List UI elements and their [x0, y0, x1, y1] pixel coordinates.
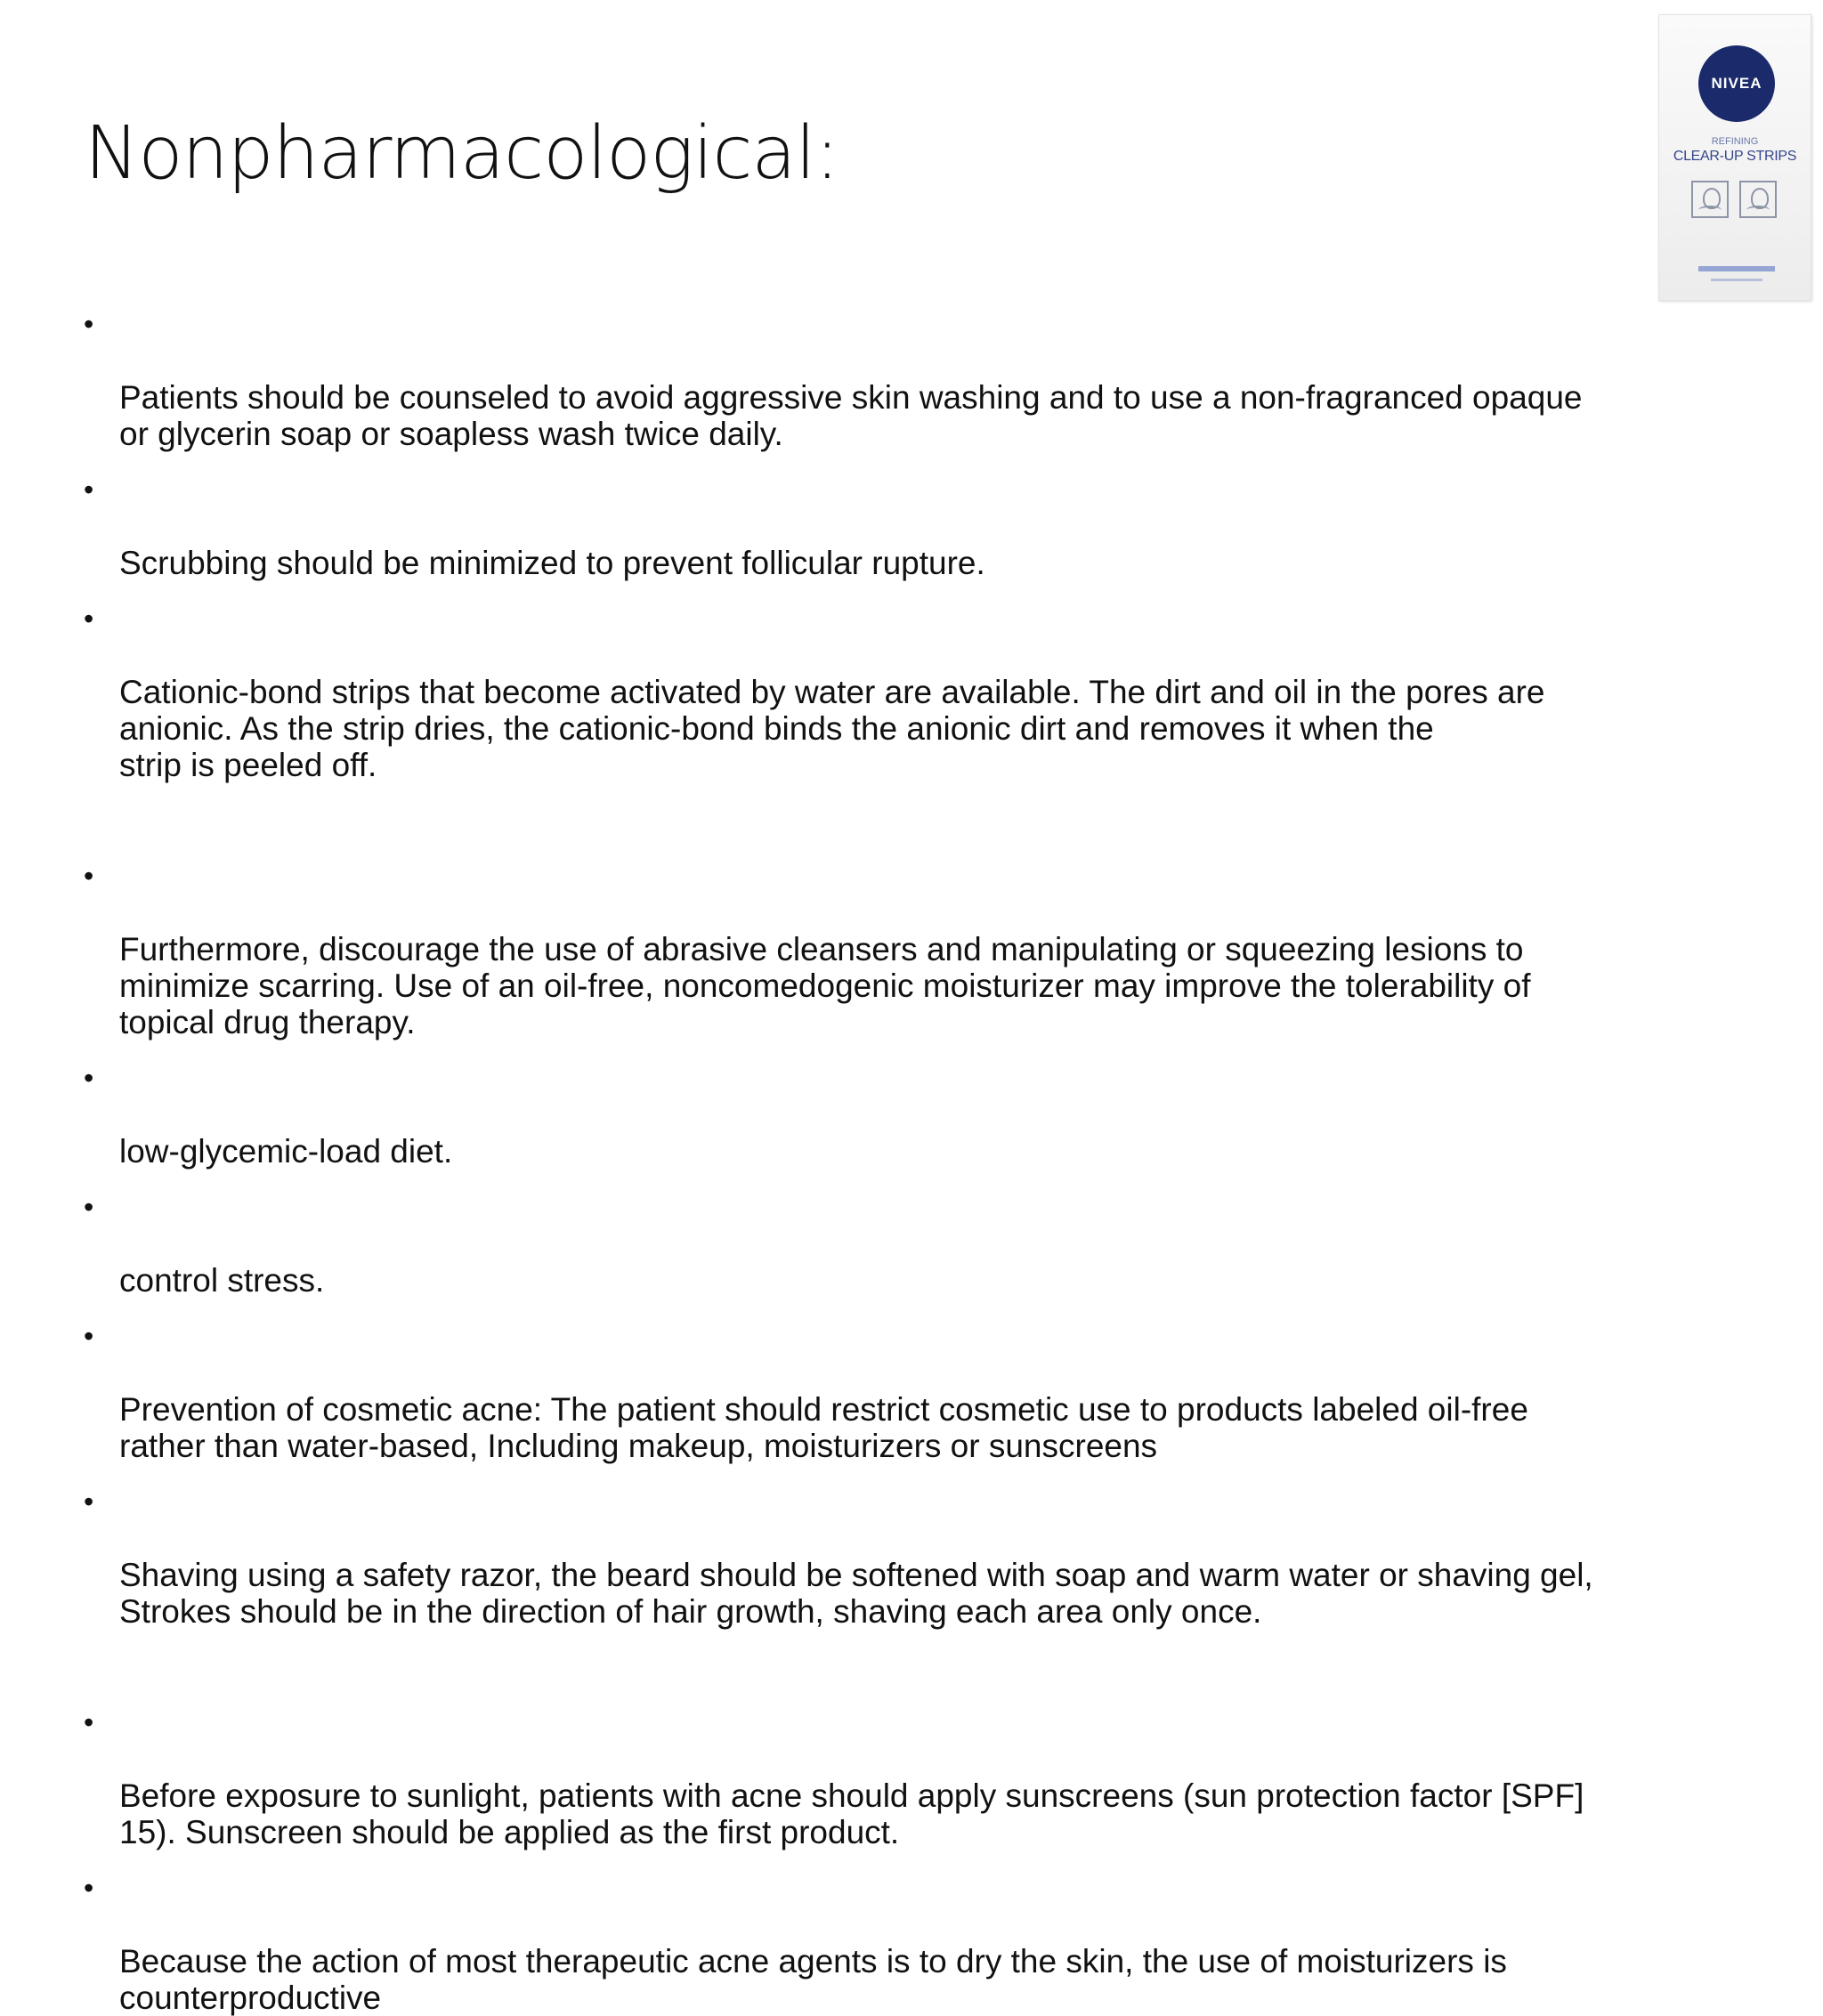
bullet-item: [80, 858, 1736, 1040]
bullet-text: Cationic-bond strips that become activated by water are available. The dirt and oil in the pores are anionic. As the strip dries, the cationic-bond binds the anionic dirt and removes it when the strip is peeled off.: [119, 674, 1545, 783]
bullet-text: Furthermore, discourage the use of abrasive cleansers and manipulating or squeezing lesions to minimize scarring. Use of an oil-free, noncomedogenic moisturizer may improve the tolerability of topical drug therapy.: [119, 931, 1531, 1040]
bullet-item: [80, 1189, 1736, 1299]
bullet-icon: •: [84, 1062, 94, 1094]
bullet-icon: •: [84, 603, 94, 635]
product-subline: REFINING: [1711, 136, 1759, 147]
bullet-item: [80, 1704, 1736, 1850]
face-icon: [1739, 181, 1777, 218]
face-icon: [1691, 181, 1729, 218]
bullet-icon: •: [84, 860, 94, 892]
bullet-item: [80, 1060, 1736, 1170]
pack-small-text: [1711, 279, 1762, 281]
bullet-text: Before exposure to sunlight, patients with acne should apply sunscreens (sun protection factor [SPF] 15). Sunscreen should be applied as the first product.: [119, 1777, 1584, 1850]
bullet-item: [80, 1484, 1736, 1630]
bullet-icon: •: [84, 1486, 94, 1518]
product-name: CLEAR-UP STRIPS: [1673, 149, 1797, 164]
bullet-item: [80, 1870, 1736, 2016]
bullet-icon: •: [84, 1191, 94, 1223]
bullet-icon: •: [84, 1706, 94, 1738]
pack-label-bar: [1698, 266, 1775, 271]
bullet-text: control stress.: [119, 1262, 325, 1299]
brand-logo: NIVEA: [1698, 45, 1775, 122]
product-image: [1658, 14, 1811, 301]
bullet-text: Prevention of cosmetic acne: The patient should restrict cosmetic use to products labeled oil-free rather than water-based, Including makeup, moisturizers or sunscreens: [119, 1391, 1528, 1464]
bullet-icon: •: [84, 308, 94, 340]
bullet-text: Patients should be counseled to avoid aggressive skin washing and to use a non-fragranced opaque or glycerin soap or soapless wash twice daily.: [119, 379, 1583, 452]
bullet-item: [80, 1318, 1736, 1464]
bullet-text: Because the action of most therapeutic acne agents is to dry the skin, the use of moisturizers is counterproductive: [119, 1943, 1507, 2016]
bullet-icon: •: [84, 474, 94, 506]
bullet-text: low-glycemic-load diet.: [119, 1133, 453, 1170]
bullet-item: [80, 472, 1736, 581]
bullet-item: [80, 601, 1736, 783]
bullet-icon: •: [84, 1872, 94, 1904]
slide-title: Nonpharmacological:: [85, 111, 839, 196]
bullet-text: Scrubbing should be minimized to prevent follicular rupture.: [119, 545, 985, 581]
bullet-list: [80, 306, 1736, 2016]
bullet-icon: •: [84, 1320, 94, 1352]
bullet-text: Shaving using a safety razor, the beard should be softened with soap and warm water or shaving gel, Strokes should be in the direction of hair growth, shaving each area only once.: [119, 1557, 1593, 1630]
bullet-item: [80, 306, 1736, 452]
